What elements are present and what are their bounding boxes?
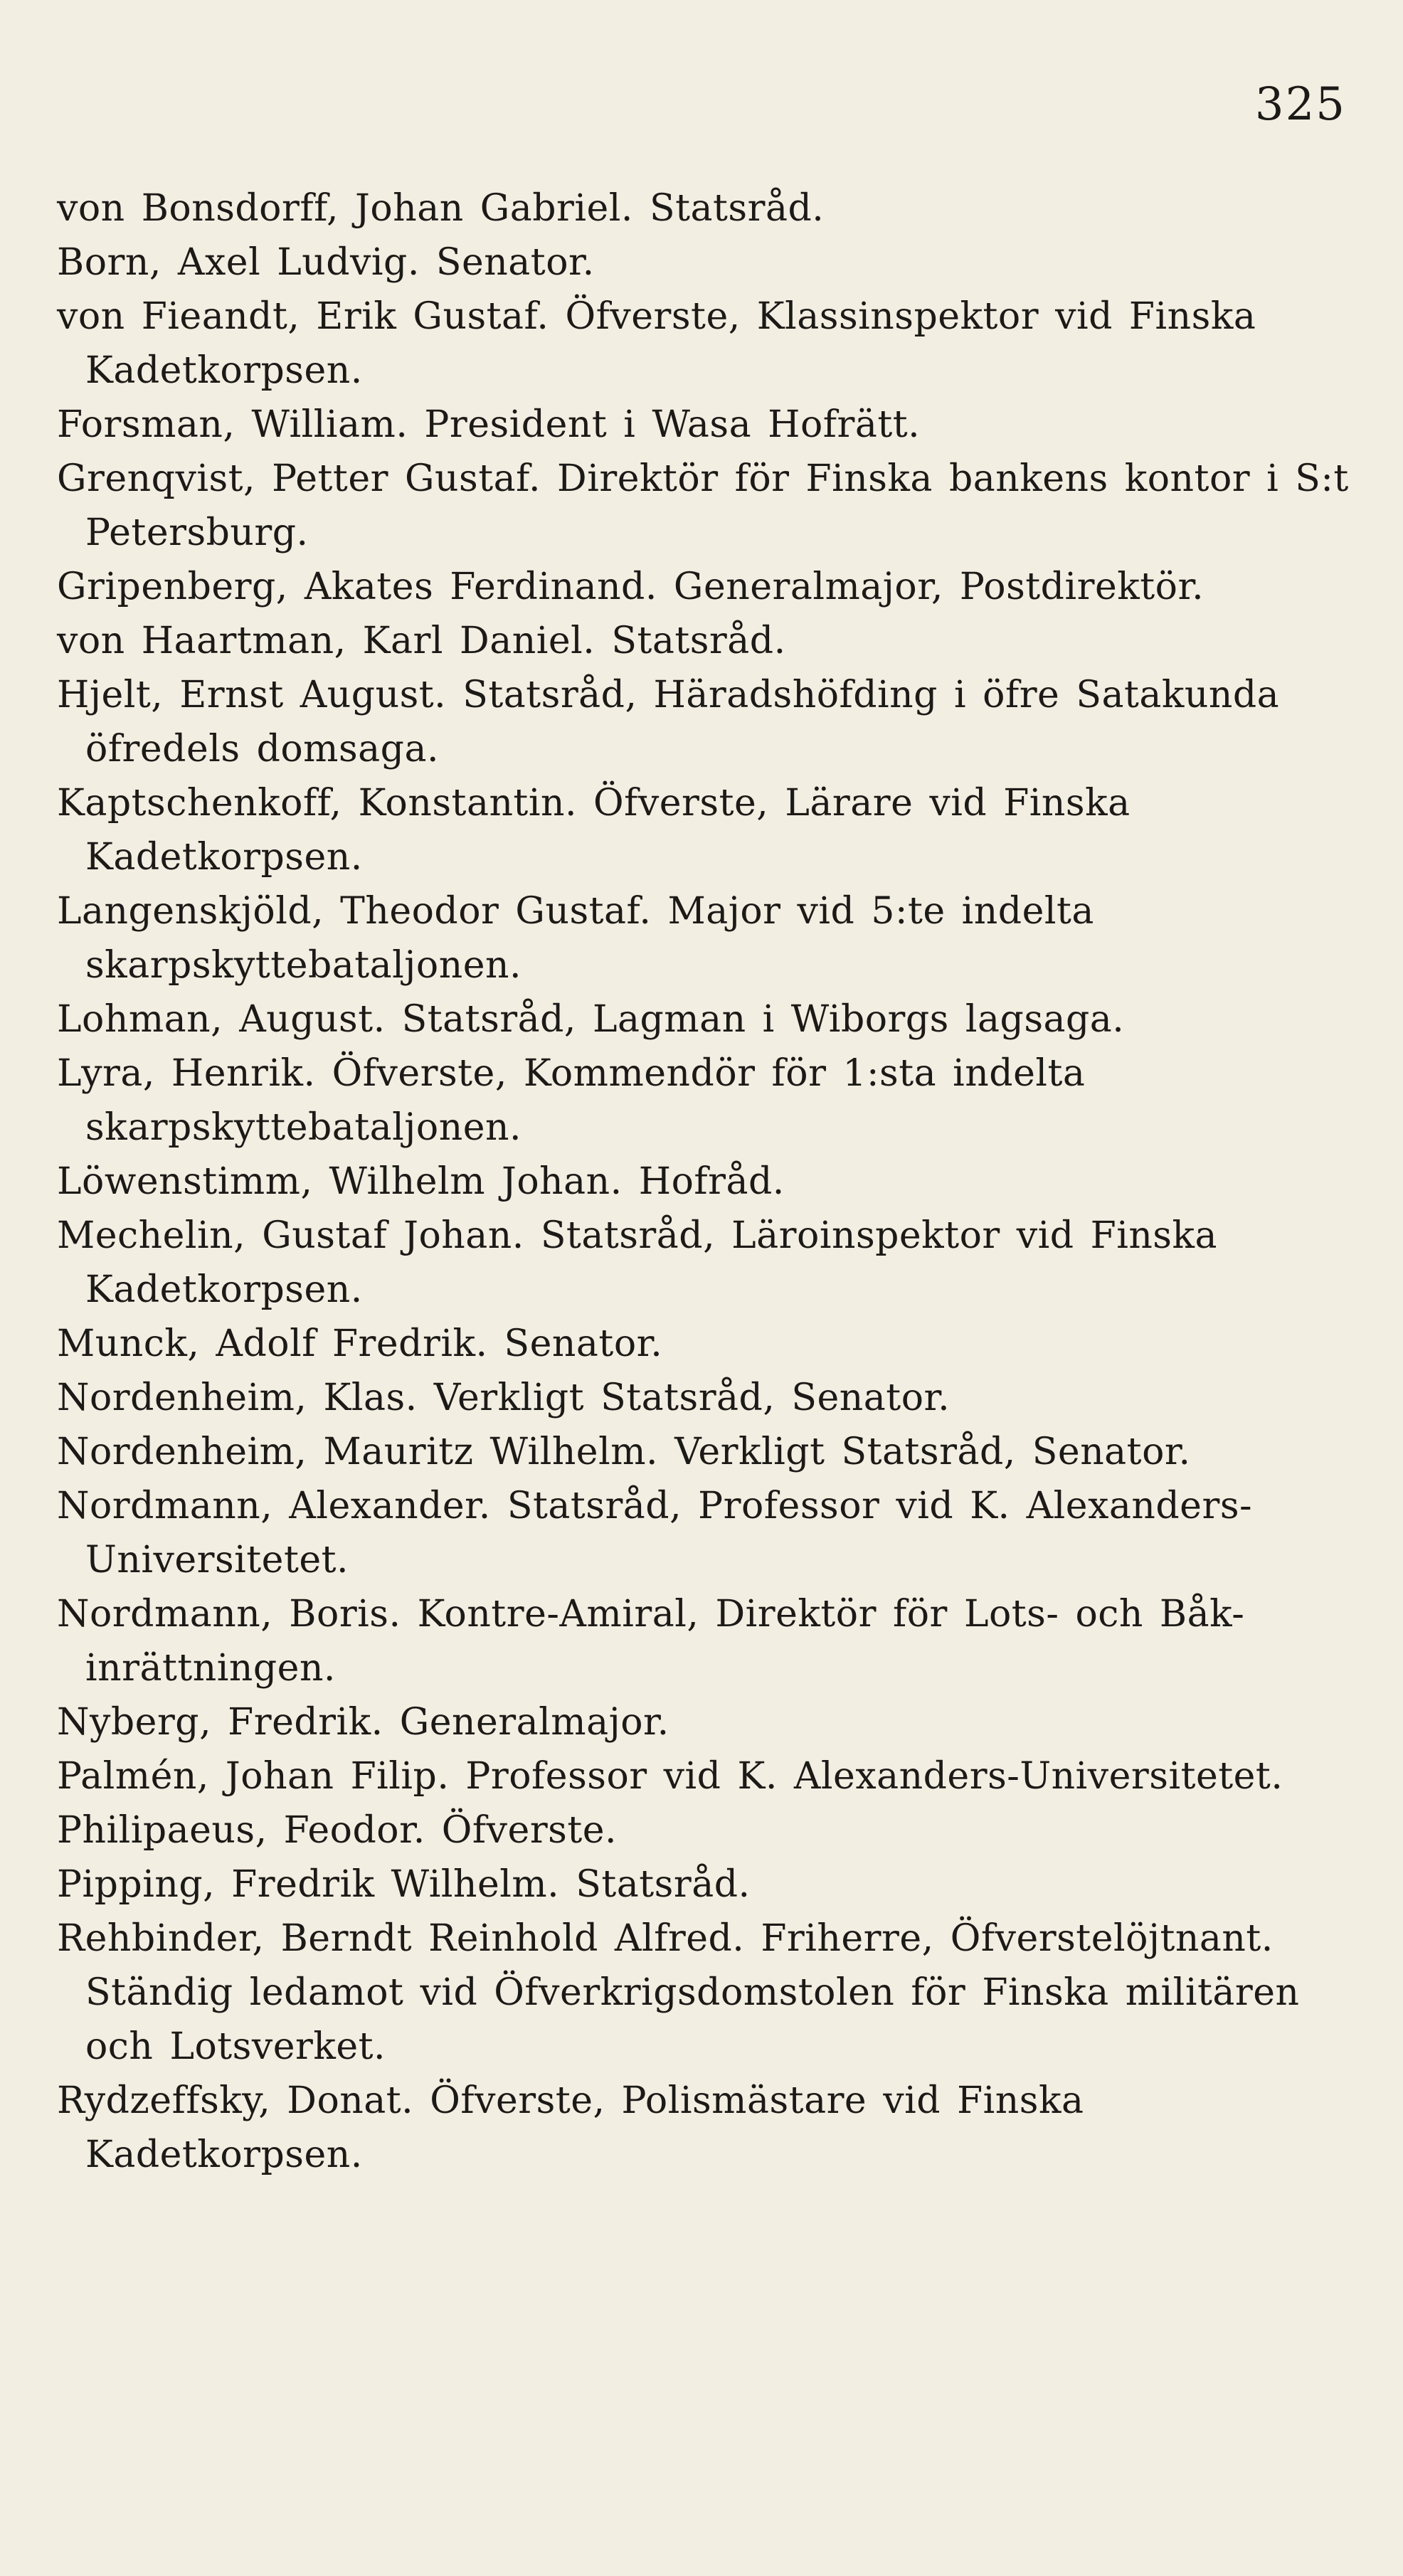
entry-name: von Bonsdorff, Johan Gabriel. [57,187,633,230]
page-number: 325 [1254,78,1346,131]
entry-description: Öfverste, Klassinspektor vid Finska Kadetkorpsen. [85,295,1256,392]
entry-description: Generalmajor, Postdirektör. [673,566,1205,608]
entry-name: Philipaeus, Feodor. [57,1809,425,1852]
entry-list [57,181,1366,2182]
entry [57,1046,1366,1155]
entry [57,776,1366,884]
entry-name: Forsman, William. [57,403,408,446]
entry-description: Generalmajor. [399,1701,669,1744]
entry [57,614,1366,668]
entry-description: Senator. [435,241,595,284]
entry-name: Pipping, Fredrik Wilhelm. [57,1863,560,1906]
entry [57,1371,1366,1425]
entry-name: Rehbinder, Berndt Reinhold Alfred. [57,1917,745,1960]
entry-name: Rydzeffsky, Donat. [57,2079,414,2122]
entry-description: Statsråd, Häradshöfding i öfre Satakunda öfredels domsaga. [85,674,1280,770]
entry-description: Direktör för Finska bankens kontor i S:t Petersburg. [85,457,1349,554]
entry [57,1155,1366,1209]
entry [57,1317,1366,1371]
entry-name: Munck, Adolf Fredrik. [57,1323,488,1365]
entry [57,992,1366,1046]
entry-name: Gripenberg, Akates Ferdinand. [57,566,657,608]
entry-description: Hofråd. [638,1160,785,1203]
entry-description: Kontre-Amiral, Direktör för Lots- och Båk-inrättningen. [85,1593,1245,1690]
entry [57,560,1366,614]
entry-description: Statsråd, Läroinspektor vid Finska Kadetkorpsen. [85,1214,1218,1311]
entry-description: Statsråd. [611,620,786,662]
entry-name: Nordmann, Boris. [57,1593,401,1636]
entry [57,1803,1366,1857]
entry [57,235,1366,290]
entry-name: Nyberg, Fredrik. [57,1701,383,1744]
entry-description: Statsråd, Lagman i Wiborgs lagsaga. [401,998,1125,1041]
entry-name: Born, Axel Ludvig. [57,241,420,284]
entry [57,1587,1366,1695]
entry-name: Nordenheim, Mauritz Wilhelm. [57,1431,659,1473]
entry-description: President i Wasa Hofrätt. [424,403,921,446]
entry-name: Lohman, August. [57,998,386,1041]
entry-description: Statsråd. [650,187,825,230]
entry-description: Statsråd, Professor vid K. Alexanders-Universitetet. [85,1485,1253,1581]
entry [57,668,1366,776]
entry-description: Senator. [504,1323,663,1365]
entry-description: Öfverste, Kommendör för 1:sta indelta skarpskyttebataljonen. [85,1052,1086,1149]
entry [57,181,1366,235]
entry-name: Langenskjöld, Theodor Gustaf. [57,890,652,933]
entry [57,1425,1366,1479]
entry-name: Nordenheim, Klas. [57,1377,418,1419]
entry [57,1857,1366,1912]
entry-name: Nordmann, Alexander. [57,1485,491,1527]
entry-name: Palmén, Johan Filip. [57,1755,450,1798]
entry-description: Statsråd. [576,1863,751,1906]
entry-name: Mechelin, Gustaf Johan. [57,1214,524,1257]
entry-name: von Fieandt, Erik Gustaf. [57,295,549,338]
entry [57,2074,1366,2182]
entry-description: Öfverste. [441,1809,618,1852]
entry-description: Major vid 5:te indelta skarpskyttebataljonen. [85,890,1094,987]
entry-description: Professor vid K. Alexanders-Universitetet. [465,1755,1283,1798]
entry [57,884,1366,992]
entry-name: Hjelt, Ernst August. [57,674,447,716]
entry [57,290,1366,398]
entry-name: von Haartman, Karl Daniel. [57,620,595,662]
entry-description: Verkligt Statsråd, Senator. [674,1431,1191,1473]
entry-description: Öfverste, Lärare vid Finska Kadetkorpsen. [85,782,1131,879]
entry [57,398,1366,452]
entry-description: Friherre, Öfverstelöjtnant. Ständig ledamot vid Öfverkrigsdomstolen för Finska militären och Lotsverket. [85,1917,1300,2068]
entry [57,452,1366,560]
entry-name: Grenqvist, Petter Gustaf. [57,457,541,500]
entry-name: Kaptschenkoff, Konstantin. [57,782,577,825]
entry [57,1209,1366,1317]
entry-description: Verkligt Statsråd, Senator. [433,1377,951,1419]
entry [57,1695,1366,1749]
entry-name: Löwenstimm, Wilhelm Johan. [57,1160,623,1203]
entry [57,1479,1366,1587]
entry [57,1912,1366,2074]
entry-name: Lyra, Henrik. [57,1052,316,1095]
entry [57,1749,1366,1803]
entry-description: Öfverste, Polismästare vid Finska Kadetkorpsen. [85,2079,1084,2176]
